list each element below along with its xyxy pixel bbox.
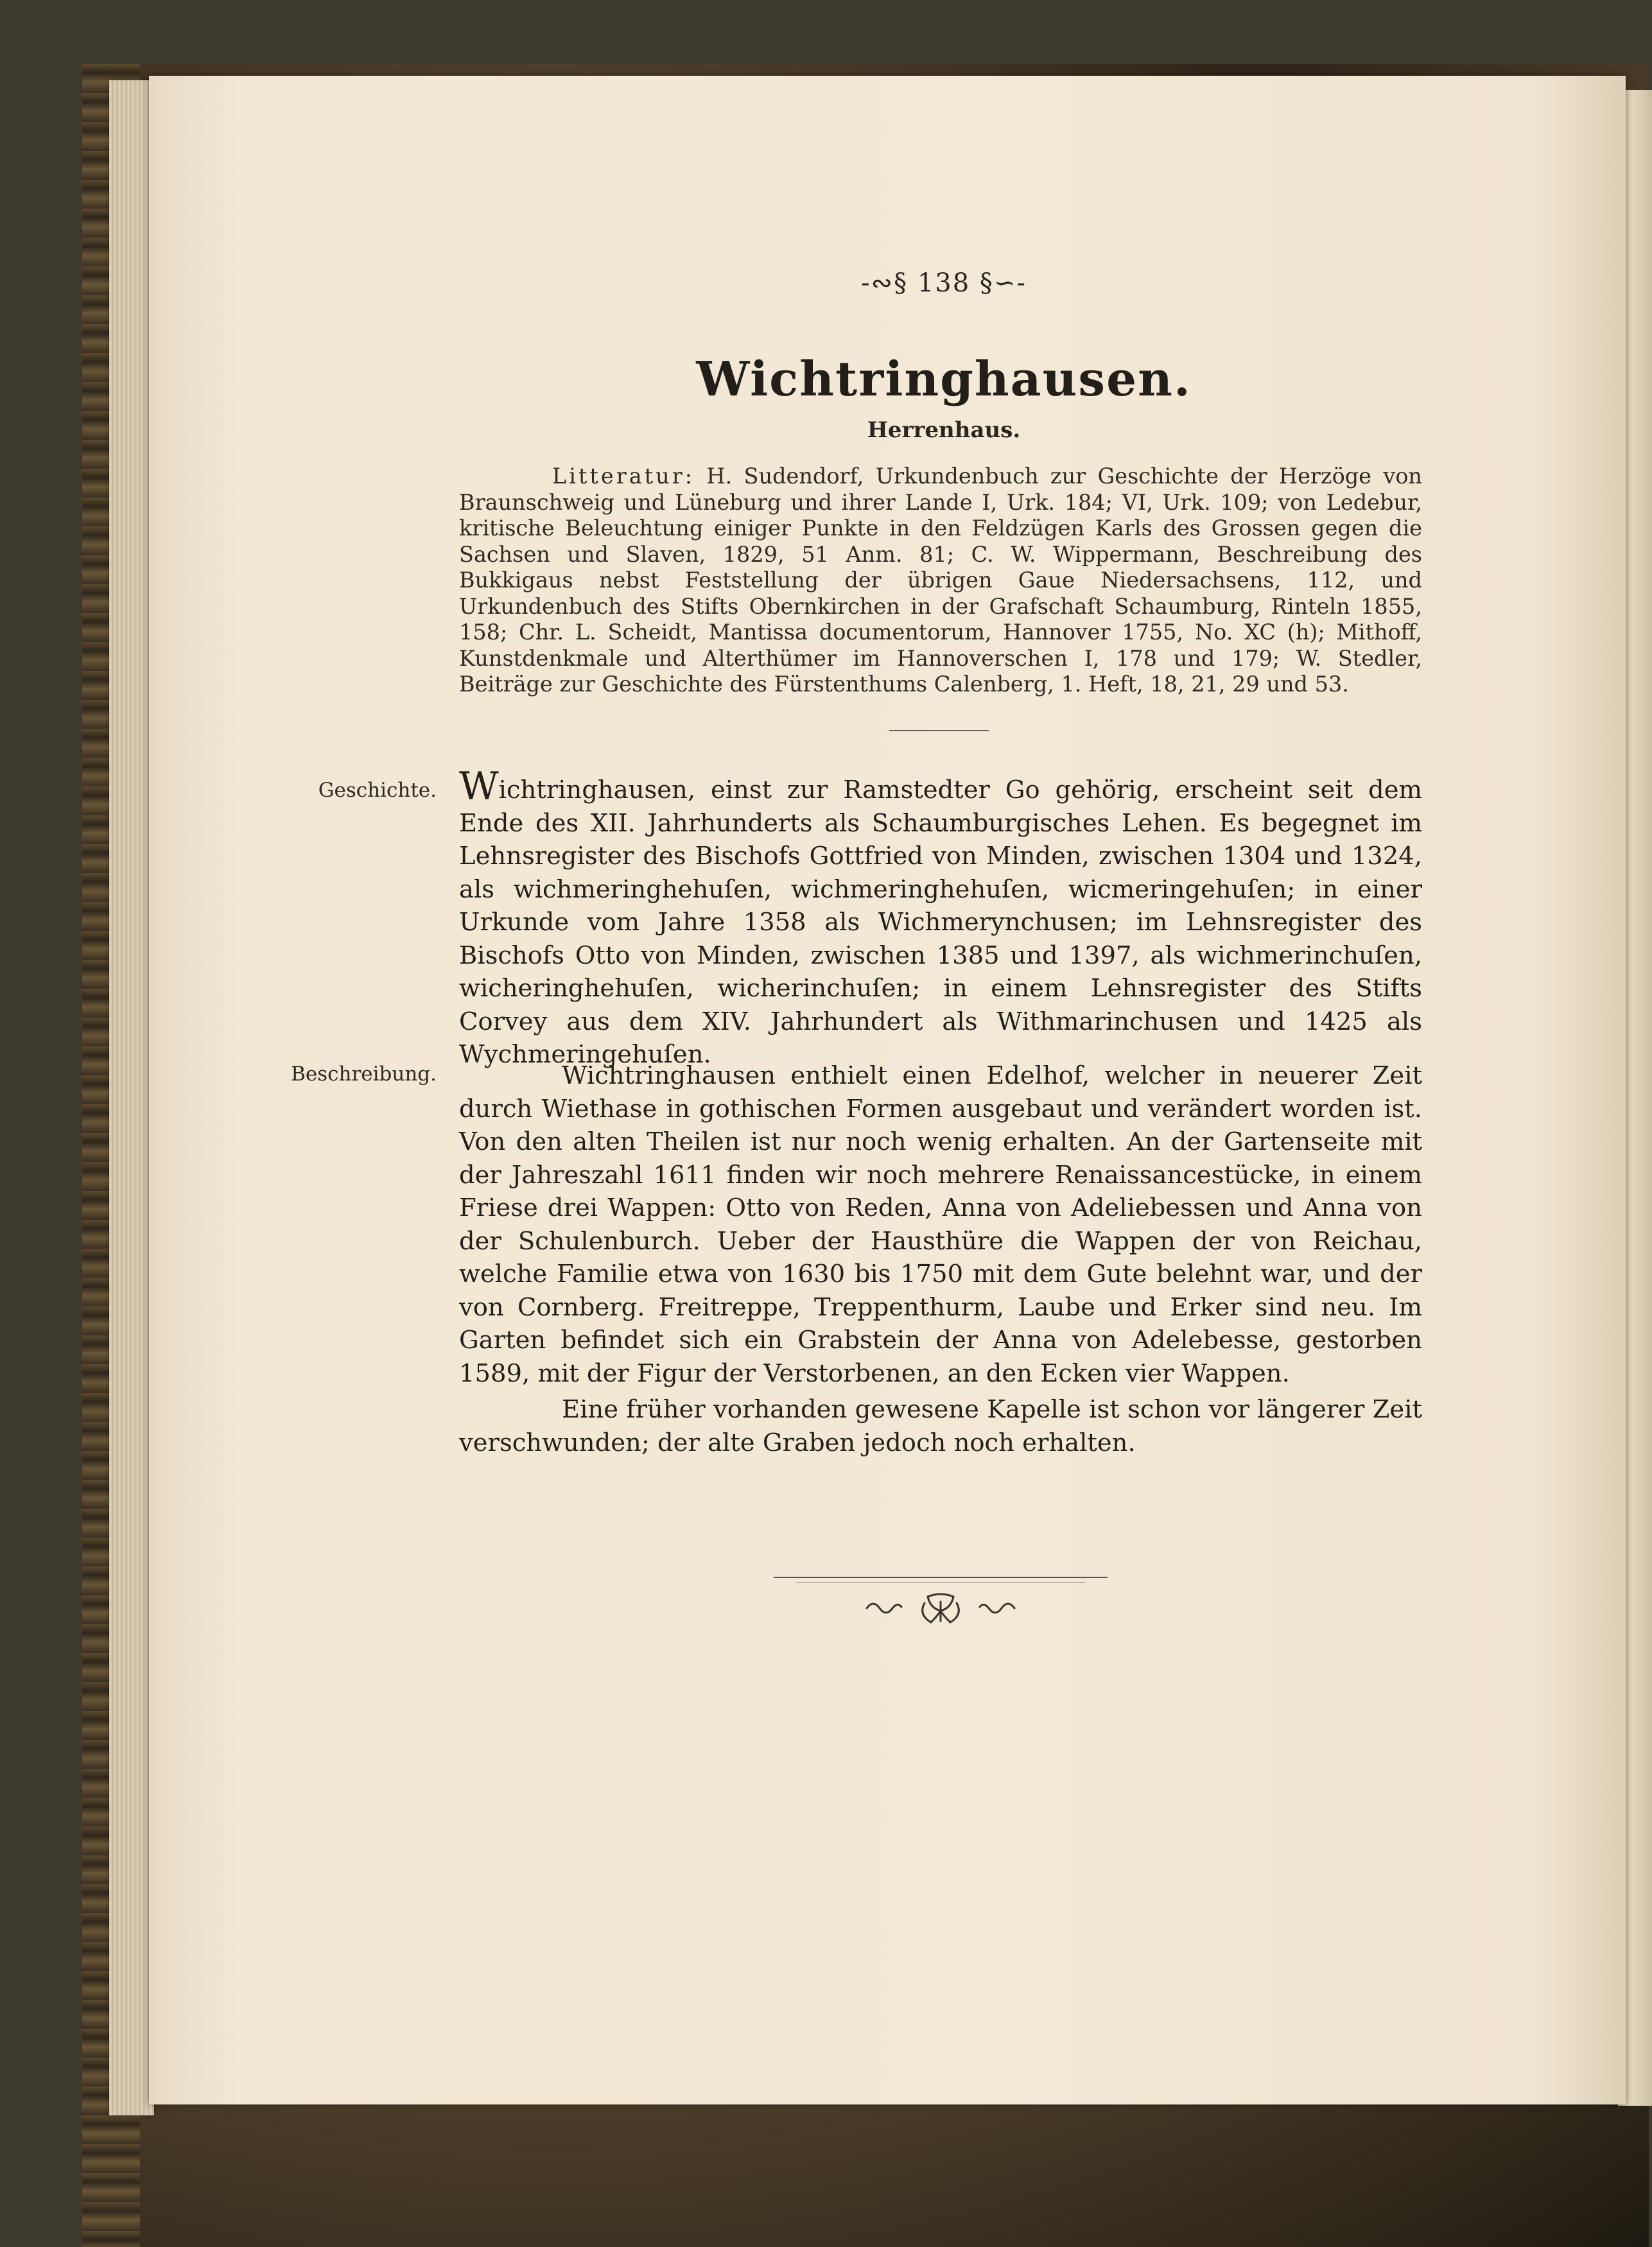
article-title: Wichtringhausen.: [696, 352, 1192, 407]
history-text: ichtringhausen, einst zur Ramstedter Go gehörig, erscheint seit dem Ende des XII. Jahrhunderts als Schaumburgisches Lehen. Es begegnet im Lehnsregister des Bischofs Gottfried von Minden, zwischen 1304 und 1324, als wichmeringhehuſen, wichmeringhehuſen, wicmeringehuſen; in einer Urkunde vom Jahre 1358 als Wichmerynchusen; im Lehnsregister des Bischofs Otto von Minden, zwischen 1385 und 1397, als wichmerinchuſen, wicheringhehuſen, wicherinchuſen; in einem Lehnsregister des Stifts Corvey aus dem XIV. Jahrhundert als Withmarinchusen und 1425 als Wychmeringehuſen.: [459, 776, 1422, 1069]
page-number-ornament-right: §∽-: [979, 268, 1027, 298]
page-number-value: 138: [917, 268, 971, 298]
page-number: [854, 268, 1034, 298]
chapel-paragraph: Eine früher vorhanden gewesene Kapelle ist schon vor längerer Zeit verschwunden; der alte Graben jedoch noch erhalten.: [459, 1395, 1422, 1457]
end-ornament-icon: [860, 1589, 1021, 1627]
section-separator: [889, 730, 989, 731]
margin-note-history: Geschichte.: [318, 779, 437, 802]
history-paragraph: [459, 764, 1422, 1071]
literature-references: [459, 464, 1422, 698]
literature-label: Litteratur:: [552, 464, 695, 489]
ornament-rule-top: [774, 1577, 1108, 1578]
description-paragraph: Wichtringhausen enthielt einen Edelhof, welcher in neuerer Zeit durch Wiethase in gothischen Formen ausgebaut und verändert worden ist. Von den alten Theilen ist nur noch wenig erhalten. An der Gartenseite mit der Jahreszahl 1611 finden wir noch mehrere Renaissancestücke, in einem Friese drei Wappen: Otto von Reden, Anna von Adeliebessen und Anna von der Schulenburch. Ueber der Hausthüre die Wappen der von Reichau, welche Familie etwa von 1630 bis 1750 mit dem Gute belehnt war, und der von Cornberg. Freitreppe, Treppenthurm, Laube und Erker sind neu. Im Garten befindet sich ein Grabstein der Anna von Adelebesse, gestorben 1589, mit der Figur der Verstorbenen, an den Ecken vier Wappen.: [459, 1061, 1422, 1388]
article-subtitle: Herrenhaus.: [867, 417, 1021, 443]
page-number-ornament-left: -∾§: [861, 268, 909, 298]
margin-note-description: Beschreibung.: [291, 1063, 437, 1086]
page-block-edges: [109, 80, 154, 2115]
history-initial: W: [459, 764, 499, 809]
literature-text: H. Sudendorf, Urkundenbuch zur Geschichte der Herzöge von Braunschweig und Lüneburg und ihrer Lande I, Urk. 184; VI, Urk. 109; von Ledebur, kritische Beleuchtung einiger Punkte in den Feldzügen Karls des Grossen gegen die Sachsen und Slaven, 1829, 51 Anm. 81; C. W. Wippermann, Beschreibung des Bukkigaus nebst Feststellung der übrigen Gaue Niedersachsens, 112, und Urkundenbuch des Stifts Obernkirchen in der Grafschaft Schaumburg, Rinteln 1855, 158; Chr. L. Scheidt, Mantissa documentorum, Hannover 1755, No. XC (h); Mithoff, Kunstdenkmale und Alterthümer im Hannoverschen I, 178 und 179; W. Stedler, Beiträge zur Geschichte des Fürstenthums Calenberg, 1. Heft, 18, 21, 29 und 53.: [459, 464, 1422, 697]
